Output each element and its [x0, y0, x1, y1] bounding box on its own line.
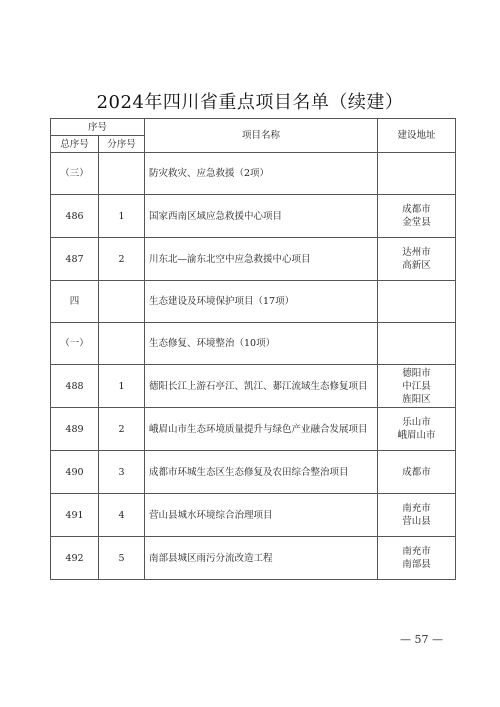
table-row [51, 408, 456, 451]
header-sub-no: 分序号 [99, 136, 145, 153]
cell-project-name: 生态修复、环境整治（10项） [145, 323, 378, 365]
cell-total-no: 486 [51, 195, 99, 238]
cell-location: 南充市 营山县 [378, 494, 456, 537]
cell-sub-no [99, 323, 145, 365]
cell-project-name: 国家西南区域应急救援中心项目 [145, 195, 378, 238]
table-row [51, 494, 456, 537]
page-number: — 57 — [400, 633, 443, 646]
cell-sub-no: 3 [99, 451, 145, 494]
header-seq-group: 序号 [51, 119, 145, 136]
cell-sub-no: 2 [99, 408, 145, 451]
table-row [51, 195, 456, 238]
cell-location: 成都市 [378, 451, 456, 494]
cell-total-no: 四 [51, 281, 99, 323]
cell-total-no: 491 [51, 494, 99, 537]
table-row [51, 238, 456, 281]
cell-total-no: 487 [51, 238, 99, 281]
cell-location: 达州市 高新区 [378, 238, 456, 281]
cell-location [378, 153, 456, 195]
cell-location [378, 323, 456, 365]
cell-total-no: 488 [51, 365, 99, 408]
cell-location: 德阳市 中江县 旌阳区 [378, 365, 456, 408]
projects-table [50, 118, 456, 580]
cell-sub-no: 1 [99, 195, 145, 238]
cell-total-no: （三） [51, 153, 99, 195]
table-row [51, 153, 456, 195]
cell-project-name: 川东北—渝东北空中应急救援中心项目 [145, 238, 378, 281]
cell-project-name: 营山县城水环境综合治理项目 [145, 494, 378, 537]
table-row [51, 537, 456, 580]
cell-total-no: 489 [51, 408, 99, 451]
cell-project-name: 南部县城区雨污分流改造工程 [145, 537, 378, 580]
cell-project-name: 德阳长江上游石亭江、凯江、郪江流域生态修复项目 [145, 365, 378, 408]
table-row [51, 281, 456, 323]
cell-sub-no: 5 [99, 537, 145, 580]
cell-project-name: 生态建设及环境保护项目（17项） [145, 281, 378, 323]
cell-total-no: （一） [51, 323, 99, 365]
cell-sub-no: 2 [99, 238, 145, 281]
table-row [51, 365, 456, 408]
cell-location: 乐山市 峨眉山市 [378, 408, 456, 451]
cell-location: 成都市 金堂县 [378, 195, 456, 238]
header-project-name: 项目名称 [145, 119, 378, 153]
cell-sub-no [99, 281, 145, 323]
cell-sub-no: 1 [99, 365, 145, 408]
cell-sub-no [99, 153, 145, 195]
cell-total-no: 492 [51, 537, 99, 580]
page-title: 2024年四川省重点项目名单（续建） [96, 92, 404, 113]
cell-project-name: 成都市环城生态区生态修复及农田综合整治项目 [145, 451, 378, 494]
cell-total-no: 490 [51, 451, 99, 494]
header-location: 建设地址 [378, 119, 456, 153]
cell-project-name: 峨眉山市生态环境质量提升与绿色产业融合发展项目 [145, 408, 378, 451]
header-total-no: 总序号 [51, 136, 99, 153]
cell-location [378, 281, 456, 323]
table-row [51, 323, 456, 365]
table-row [51, 451, 456, 494]
cell-location: 南充市 南部县 [378, 537, 456, 580]
cell-project-name: 防灾救灾、应急救援（2项） [145, 153, 378, 195]
cell-sub-no: 4 [99, 494, 145, 537]
